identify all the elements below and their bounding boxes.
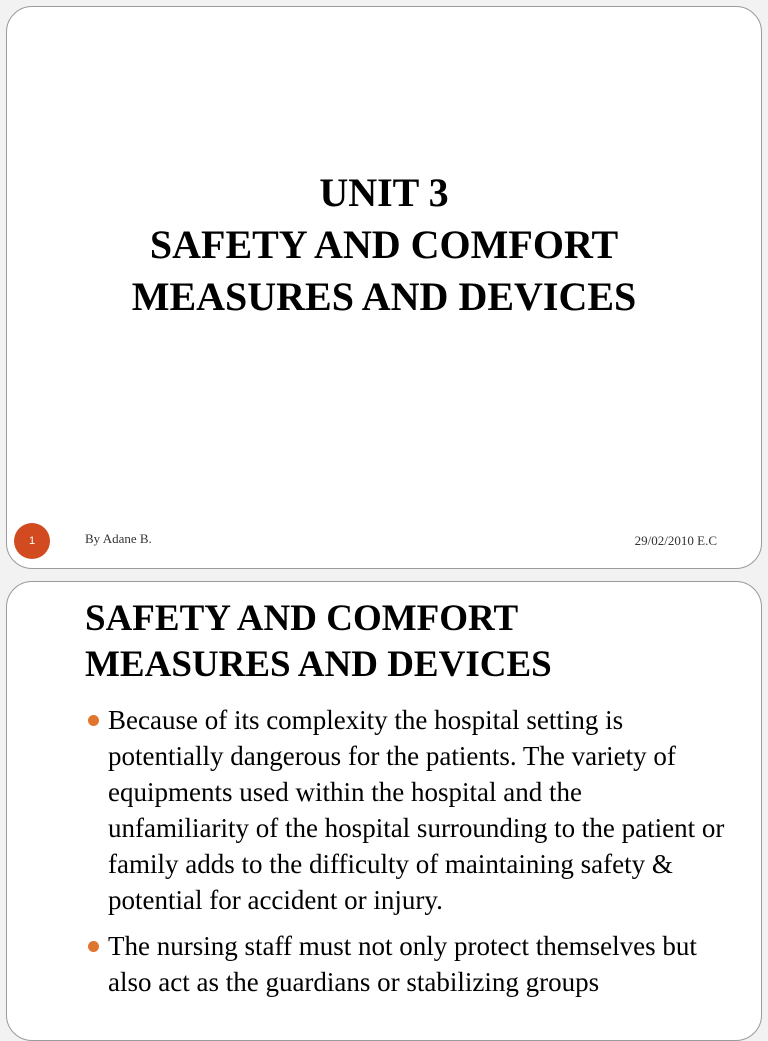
title-line-safety: SAFETY AND COMFORT <box>149 222 619 267</box>
heading-line-2: MEASURES AND DEVICES <box>85 644 552 685</box>
slide-title <box>7 167 761 323</box>
heading-line-1: SAFETY AND COMFORT <box>85 598 519 639</box>
slide-1 <box>6 6 762 569</box>
bullet-item <box>85 702 725 918</box>
footer-date: 29/02/2010 E.C <box>634 533 717 548</box>
bullet-dot-icon <box>88 715 99 726</box>
bullet-item <box>85 928 725 1000</box>
slide-2 <box>6 581 762 1041</box>
slide-number-badge: 1 <box>14 523 50 559</box>
title-line-unit: UNIT 3 <box>319 170 449 215</box>
bullet-dot-icon <box>88 941 99 952</box>
title-line-measures: MEASURES AND DEVICES <box>131 274 637 319</box>
footer-author: By Adane B. <box>85 531 152 546</box>
bullet-text: Because of its complexity the hospital setting is potentially dangerous for the patients. The variety of equipments used within the hospital and the unfamiliarity of the hospital surrounding to the patient or family adds to the difficulty of maintaining safety & potential for accident or injury. <box>108 705 725 915</box>
slide-heading <box>85 596 552 688</box>
bullet-text: The nursing staff must not only protect themselves but also act as the guardians or stabilizing groups <box>108 931 697 997</box>
bullet-list <box>85 702 725 1010</box>
